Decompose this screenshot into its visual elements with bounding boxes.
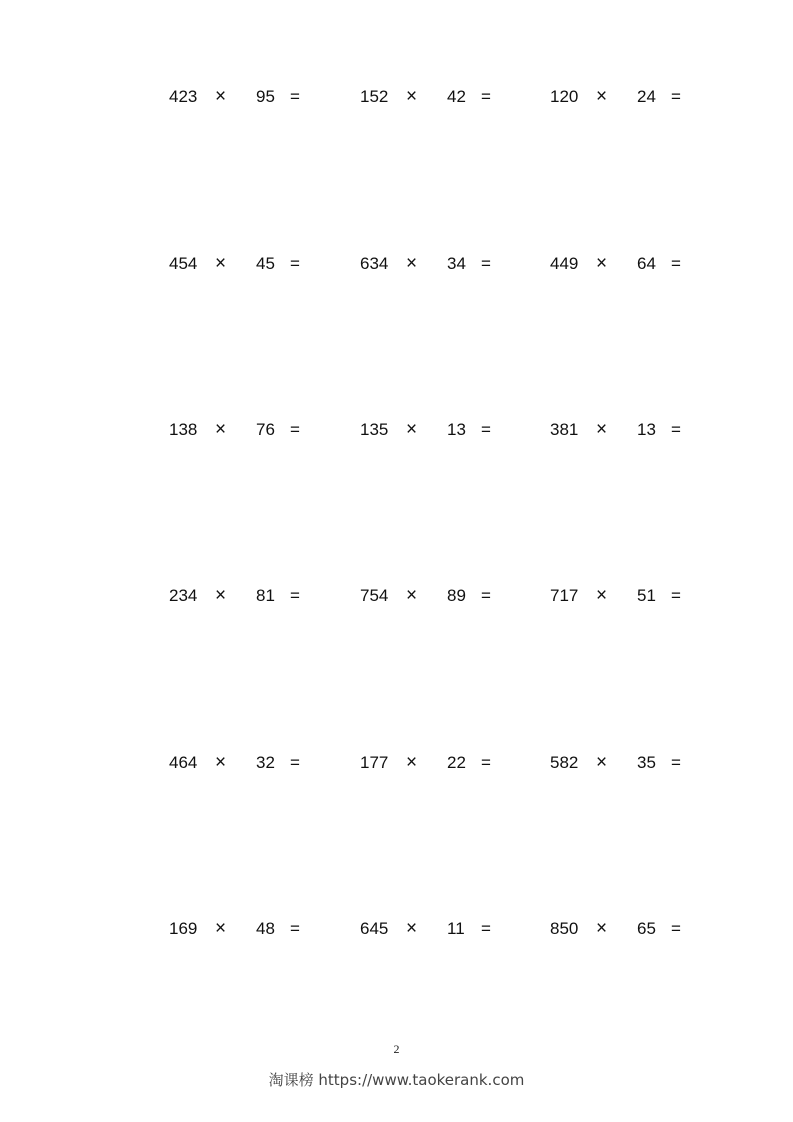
multiplier: 89 xyxy=(447,586,466,605)
multiply-sign: × xyxy=(215,86,227,107)
problem xyxy=(360,584,510,608)
multiplier: 64 xyxy=(637,254,656,273)
problem-row-4 xyxy=(0,584,793,608)
problem-row-5 xyxy=(0,751,793,775)
equals-sign: = xyxy=(481,586,491,605)
multiplier: 45 xyxy=(256,254,275,273)
equals-sign: = xyxy=(481,254,491,273)
problem xyxy=(550,252,700,276)
problem xyxy=(550,418,700,442)
problem-row-3 xyxy=(0,418,793,442)
multiplicand: 464 xyxy=(169,753,198,772)
equals-sign: = xyxy=(290,420,300,439)
equals-sign: = xyxy=(671,753,681,772)
multiplier: 48 xyxy=(256,919,275,938)
problem xyxy=(360,751,510,775)
multiplicand: 423 xyxy=(169,87,198,106)
problem xyxy=(169,252,319,276)
multiplicand: 645 xyxy=(360,919,389,938)
multiplier: 34 xyxy=(447,254,466,273)
multiply-sign: × xyxy=(596,585,608,606)
equals-sign: = xyxy=(671,919,681,938)
problem xyxy=(169,418,319,442)
equals-sign: = xyxy=(481,753,491,772)
multiply-sign: × xyxy=(406,752,418,773)
equals-sign: = xyxy=(481,420,491,439)
multiply-sign: × xyxy=(406,86,418,107)
equals-sign: = xyxy=(290,919,300,938)
multiplicand: 120 xyxy=(550,87,579,106)
equals-sign: = xyxy=(290,87,300,106)
equals-sign: = xyxy=(671,87,681,106)
problem xyxy=(169,751,319,775)
multiplicand: 717 xyxy=(550,586,579,605)
multiplicand: 454 xyxy=(169,254,198,273)
multiplicand: 754 xyxy=(360,586,389,605)
multiplier: 32 xyxy=(256,753,275,772)
multiplier: 51 xyxy=(637,586,656,605)
multiplier: 95 xyxy=(256,87,275,106)
multiplier: 11 xyxy=(447,919,465,938)
problem xyxy=(550,584,700,608)
equals-sign: = xyxy=(481,87,491,106)
multiplier: 76 xyxy=(256,420,275,439)
multiply-sign: × xyxy=(215,419,227,440)
multiplier: 81 xyxy=(256,586,275,605)
multiplicand: 135 xyxy=(360,420,389,439)
multiplier: 24 xyxy=(637,87,656,106)
multiply-sign: × xyxy=(596,918,608,939)
problem xyxy=(360,418,510,442)
equals-sign: = xyxy=(290,254,300,273)
equals-sign: = xyxy=(290,586,300,605)
multiplier: 22 xyxy=(447,753,466,772)
page-number: 2 xyxy=(393,1042,400,1056)
problem xyxy=(169,85,319,109)
problem xyxy=(360,85,510,109)
multiplicand: 169 xyxy=(169,919,198,938)
equals-sign: = xyxy=(671,586,681,605)
multiplicand: 582 xyxy=(550,753,579,772)
problem-row-6 xyxy=(0,917,793,941)
multiplicand: 634 xyxy=(360,254,389,273)
equals-sign: = xyxy=(481,919,491,938)
multiplicand: 234 xyxy=(169,586,198,605)
multiplier: 35 xyxy=(637,753,656,772)
multiplicand: 152 xyxy=(360,87,389,106)
multiplier: 13 xyxy=(447,420,466,439)
multiplier: 65 xyxy=(637,919,656,938)
multiply-sign: × xyxy=(215,253,227,274)
multiply-sign: × xyxy=(215,918,227,939)
multiply-sign: × xyxy=(215,752,227,773)
multiplicand: 138 xyxy=(169,420,198,439)
multiplicand: 449 xyxy=(550,254,579,273)
multiply-sign: × xyxy=(406,253,418,274)
multiplier: 13 xyxy=(637,420,656,439)
multiply-sign: × xyxy=(596,752,608,773)
problem xyxy=(360,917,510,941)
multiply-sign: × xyxy=(596,419,608,440)
equals-sign: = xyxy=(290,753,300,772)
multiplicand: 381 xyxy=(550,420,579,439)
equals-sign: = xyxy=(671,420,681,439)
problem-row-2 xyxy=(0,252,793,276)
problem xyxy=(169,917,319,941)
multiply-sign: × xyxy=(406,918,418,939)
problem xyxy=(550,85,700,109)
footer-watermark: 淘课榜 https://www.taokerank.com xyxy=(268,1071,525,1089)
multiplicand: 850 xyxy=(550,919,579,938)
multiply-sign: × xyxy=(406,419,418,440)
problem-row-1 xyxy=(0,85,793,109)
multiply-sign: × xyxy=(406,585,418,606)
problem xyxy=(550,917,700,941)
multiplier: 42 xyxy=(447,87,466,106)
multiply-sign: × xyxy=(596,86,608,107)
multiplicand: 177 xyxy=(360,753,389,772)
problem xyxy=(360,252,510,276)
problem xyxy=(550,751,700,775)
multiply-sign: × xyxy=(215,585,227,606)
problem xyxy=(169,584,319,608)
equals-sign: = xyxy=(671,254,681,273)
multiply-sign: × xyxy=(596,253,608,274)
